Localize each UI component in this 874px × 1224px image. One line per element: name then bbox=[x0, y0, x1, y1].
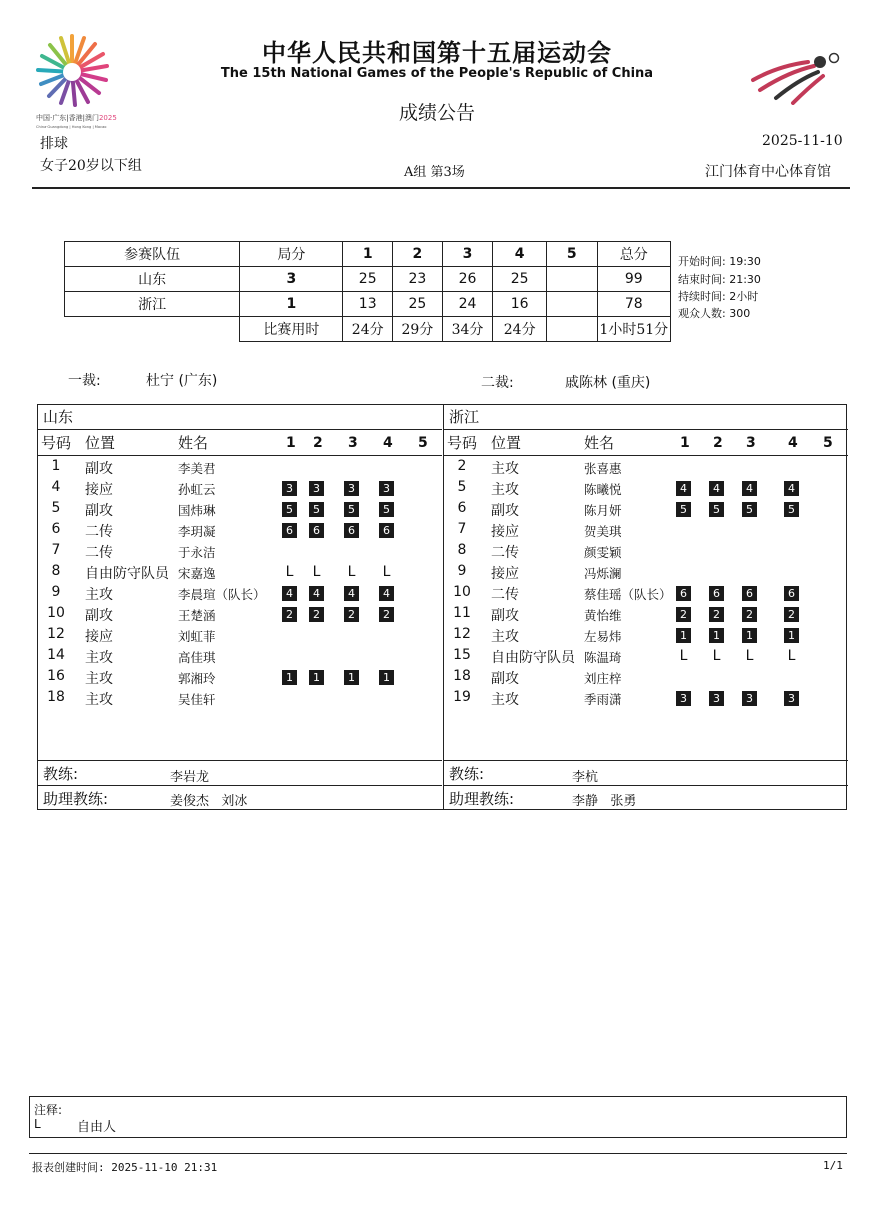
player-name: 陈曦悦 bbox=[584, 482, 622, 497]
starting-position-marker: 5 bbox=[709, 502, 724, 517]
col-set-3: 3 bbox=[746, 435, 756, 451]
player-number: 11 bbox=[453, 605, 471, 621]
duration-total: 1小时51分 bbox=[597, 317, 670, 342]
info-value: 300 bbox=[729, 307, 751, 320]
libero-marker: L bbox=[712, 648, 721, 664]
duration-time bbox=[678, 288, 758, 304]
second-referee-label: 二裁: bbox=[481, 375, 514, 391]
score-header-set-4: 4 bbox=[493, 242, 547, 267]
player-name: 李晨瑄（队长） bbox=[178, 587, 266, 602]
duration-set: 34分 bbox=[442, 317, 493, 342]
info-label: 开始时间: bbox=[678, 255, 726, 268]
player-row bbox=[444, 647, 848, 668]
group-match-label: A组 第3场 bbox=[404, 165, 465, 180]
player-name: 李美君 bbox=[178, 461, 216, 476]
starting-position-marker: 6 bbox=[309, 523, 324, 538]
score-set: 23 bbox=[393, 267, 443, 292]
col-number: 号码 bbox=[447, 434, 478, 452]
score-set: 25 bbox=[393, 292, 443, 317]
player-row bbox=[38, 458, 442, 479]
player-position: 主攻 bbox=[491, 461, 519, 477]
player-number: 5 bbox=[457, 479, 467, 495]
player-name: 陈温琦 bbox=[584, 650, 622, 665]
starting-position-marker: 4 bbox=[742, 481, 757, 496]
player-row bbox=[444, 521, 848, 542]
score-set: 13 bbox=[343, 292, 393, 317]
footer-divider bbox=[29, 1153, 847, 1154]
games-title-cn: 中华人民共和国第十五届运动会 bbox=[262, 39, 612, 67]
player-name: 高佳琪 bbox=[178, 650, 216, 665]
starting-position-marker: 3 bbox=[282, 481, 297, 496]
col-number: 号码 bbox=[41, 434, 72, 452]
player-position: 副攻 bbox=[85, 461, 113, 477]
player-row bbox=[444, 626, 848, 647]
libero-marker: L bbox=[787, 648, 796, 664]
starting-position-marker: 5 bbox=[379, 502, 394, 517]
player-position: 主攻 bbox=[85, 587, 113, 603]
score-header-set-3: 3 bbox=[442, 242, 493, 267]
assistant-coach-names: 姜俊杰 刘冰 bbox=[170, 794, 248, 809]
info-value: 2小时 bbox=[729, 290, 759, 303]
info-label: 观众人数: bbox=[678, 307, 726, 320]
player-number: 16 bbox=[47, 668, 65, 684]
player-number: 19 bbox=[453, 689, 471, 705]
score-team: 山东 bbox=[65, 267, 240, 292]
player-position: 二传 bbox=[85, 524, 113, 540]
libero-marker: L bbox=[347, 564, 356, 580]
player-number: 18 bbox=[47, 689, 65, 705]
player-row bbox=[38, 500, 442, 521]
volleyball-icon bbox=[748, 50, 843, 105]
starting-position-marker: 2 bbox=[676, 607, 691, 622]
score-set: 16 bbox=[493, 292, 547, 317]
libero-marker: L bbox=[745, 648, 754, 664]
player-position: 自由防守队员 bbox=[85, 566, 169, 582]
score-team: 浙江 bbox=[65, 292, 240, 317]
starting-position-marker: 2 bbox=[709, 607, 724, 622]
starting-position-marker: 5 bbox=[676, 502, 691, 517]
duration-set: 24分 bbox=[343, 317, 393, 342]
starting-position-marker: 4 bbox=[709, 481, 724, 496]
player-row bbox=[38, 647, 442, 668]
player-number: 9 bbox=[457, 563, 467, 579]
starting-position-marker: 3 bbox=[344, 481, 359, 496]
assistant-coach-label: 助理教练: bbox=[449, 790, 515, 808]
player-position: 副攻 bbox=[491, 671, 519, 687]
starting-position-marker: 1 bbox=[784, 628, 799, 643]
player-row bbox=[38, 479, 442, 500]
score-table bbox=[64, 241, 671, 342]
player-name: 颜雯颖 bbox=[584, 545, 622, 560]
player-row bbox=[38, 563, 442, 584]
col-position: 位置 bbox=[491, 434, 522, 452]
player-position: 接应 bbox=[491, 524, 519, 540]
score-sets-won: 1 bbox=[240, 292, 343, 317]
score-header-total: 总分 bbox=[597, 242, 670, 267]
col-set-1: 1 bbox=[680, 435, 690, 451]
player-name: 蔡佳瑶（队长） bbox=[584, 587, 672, 602]
score-total: 99 bbox=[597, 267, 670, 292]
col-set-3: 3 bbox=[348, 435, 358, 451]
col-position: 位置 bbox=[85, 434, 116, 452]
score-set: 25 bbox=[493, 267, 547, 292]
player-row bbox=[38, 605, 442, 626]
player-position: 主攻 bbox=[85, 692, 113, 708]
info-label: 持续时间: bbox=[678, 290, 726, 303]
venue-label: 江门体育中心体育馆 bbox=[705, 164, 831, 180]
score-set: 25 bbox=[343, 267, 393, 292]
score-header-row bbox=[65, 242, 671, 267]
starting-position-marker: 4 bbox=[344, 586, 359, 601]
player-name: 季雨潇 bbox=[584, 692, 622, 707]
player-number: 1 bbox=[51, 458, 61, 474]
player-name: 孙虹云 bbox=[178, 482, 216, 497]
starting-position-marker: 6 bbox=[784, 586, 799, 601]
player-name: 左易炜 bbox=[584, 629, 622, 644]
col-set-1: 1 bbox=[286, 435, 296, 451]
player-position: 主攻 bbox=[85, 671, 113, 687]
spectators bbox=[678, 305, 750, 321]
player-name: 郭湘玲 bbox=[178, 671, 216, 686]
player-number: 6 bbox=[457, 500, 467, 516]
col-set-2: 2 bbox=[713, 435, 723, 451]
player-position: 副攻 bbox=[85, 608, 113, 624]
player-name: 于永洁 bbox=[178, 545, 216, 560]
roster-header-line bbox=[38, 429, 442, 430]
player-row bbox=[38, 542, 442, 563]
coach-name: 李岩龙 bbox=[170, 770, 210, 785]
staff-line bbox=[38, 785, 442, 786]
player-number: 6 bbox=[51, 521, 61, 537]
first-referee-label: 一裁: bbox=[68, 373, 101, 389]
col-set-5: 5 bbox=[823, 435, 833, 451]
score-header-sets-won: 局分 bbox=[240, 242, 343, 267]
page-number: 1/1 bbox=[823, 1159, 843, 1172]
libero-marker: L bbox=[382, 564, 391, 580]
notes-box bbox=[29, 1096, 847, 1138]
starting-position-marker: 5 bbox=[784, 502, 799, 517]
score-set bbox=[546, 267, 597, 292]
start-time bbox=[678, 253, 761, 269]
score-header-set-5: 5 bbox=[546, 242, 597, 267]
starting-position-marker: 1 bbox=[309, 670, 324, 685]
player-position: 二传 bbox=[491, 545, 519, 561]
player-position: 主攻 bbox=[491, 629, 519, 645]
category-label: 女子20岁以下组 bbox=[40, 158, 142, 174]
end-time bbox=[678, 271, 761, 287]
player-name: 刘庄梓 bbox=[584, 671, 622, 686]
info-label: 结束时间: bbox=[678, 273, 726, 286]
score-header-set-2: 2 bbox=[393, 242, 443, 267]
starting-position-marker: 1 bbox=[282, 670, 297, 685]
score-row bbox=[65, 267, 671, 292]
duration-row bbox=[65, 317, 671, 342]
col-set-4: 4 bbox=[383, 435, 393, 451]
starting-position-marker: 1 bbox=[742, 628, 757, 643]
player-row bbox=[38, 521, 442, 542]
player-name: 黄怡维 bbox=[584, 608, 622, 623]
score-total: 78 bbox=[597, 292, 670, 317]
starting-position-marker: 6 bbox=[676, 586, 691, 601]
player-position: 主攻 bbox=[85, 650, 113, 666]
duration-set: 24分 bbox=[493, 317, 547, 342]
player-name: 陈月妍 bbox=[584, 503, 622, 518]
player-row bbox=[444, 563, 848, 584]
player-name: 冯烁澜 bbox=[584, 566, 622, 581]
staff-line bbox=[444, 785, 848, 786]
roster-column-line bbox=[444, 455, 848, 456]
svg-text:China·Guangdong | Hong Kong |: China·Guangdong | Hong Kong | Macao bbox=[36, 125, 107, 129]
player-position: 主攻 bbox=[491, 482, 519, 498]
player-number: 7 bbox=[457, 521, 467, 537]
starting-position-marker: 2 bbox=[784, 607, 799, 622]
player-row bbox=[444, 479, 848, 500]
starting-position-marker: 5 bbox=[282, 502, 297, 517]
duration-set bbox=[546, 317, 597, 342]
libero-marker: L bbox=[285, 564, 294, 580]
starting-position-marker: 6 bbox=[344, 523, 359, 538]
libero-marker: L bbox=[312, 564, 321, 580]
player-number: 14 bbox=[47, 647, 65, 663]
player-row bbox=[444, 668, 848, 689]
player-name: 刘虹菲 bbox=[178, 629, 216, 644]
header-divider bbox=[32, 187, 850, 189]
score-header-set-1: 1 bbox=[343, 242, 393, 267]
col-name: 姓名 bbox=[178, 434, 209, 452]
starting-position-marker: 6 bbox=[282, 523, 297, 538]
coach-label: 教练: bbox=[449, 765, 485, 783]
starting-position-marker: 4 bbox=[379, 586, 394, 601]
player-name: 李玥凝 bbox=[178, 524, 216, 539]
player-number: 15 bbox=[453, 647, 471, 663]
player-position: 接应 bbox=[85, 629, 113, 645]
player-row bbox=[444, 542, 848, 563]
svg-text:中国·广东|香港|澳门2025: 中国·广东|香港|澳门2025 bbox=[36, 114, 117, 122]
starting-position-marker: 2 bbox=[309, 607, 324, 622]
notes-label: 注释: bbox=[34, 1103, 63, 1117]
games-title-en: The 15th National Games of the People's Republic of China bbox=[220, 66, 654, 81]
player-number: 12 bbox=[47, 626, 65, 642]
player-name: 张喜惠 bbox=[584, 461, 622, 476]
player-position: 二传 bbox=[491, 587, 519, 603]
starting-position-marker: 4 bbox=[309, 586, 324, 601]
starting-position-marker: 5 bbox=[344, 502, 359, 517]
starting-position-marker: 6 bbox=[379, 523, 394, 538]
player-position: 接应 bbox=[85, 482, 113, 498]
player-number: 8 bbox=[51, 563, 61, 579]
assistant-coach-names: 李静 张勇 bbox=[572, 794, 637, 809]
player-row bbox=[444, 458, 848, 479]
notes-value: 自由人 bbox=[77, 1120, 117, 1135]
player-row bbox=[38, 689, 442, 710]
player-row bbox=[444, 605, 848, 626]
player-number: 4 bbox=[51, 479, 61, 495]
sport-label: 排球 bbox=[40, 136, 68, 152]
starting-position-marker: 3 bbox=[379, 481, 394, 496]
score-header-team: 参赛队伍 bbox=[65, 242, 240, 267]
col-name: 姓名 bbox=[584, 434, 615, 452]
info-value: 21:30 bbox=[729, 273, 761, 286]
starting-position-marker: 3 bbox=[709, 691, 724, 706]
report-created-time: 报表创建时间: 2025-11-10 21:31 bbox=[32, 1161, 218, 1174]
score-set: 24 bbox=[442, 292, 493, 317]
starting-position-marker: 4 bbox=[784, 481, 799, 496]
player-position: 自由防守队员 bbox=[491, 650, 575, 666]
player-row bbox=[38, 584, 442, 605]
duration-set: 29分 bbox=[393, 317, 443, 342]
col-set-2: 2 bbox=[313, 435, 323, 451]
starting-position-marker: 4 bbox=[676, 481, 691, 496]
player-row bbox=[444, 689, 848, 710]
score-row bbox=[65, 292, 671, 317]
starting-position-marker: 2 bbox=[344, 607, 359, 622]
player-position: 主攻 bbox=[491, 692, 519, 708]
starting-position-marker: 6 bbox=[709, 586, 724, 601]
starting-position-marker: 1 bbox=[379, 670, 394, 685]
roster-header-line bbox=[444, 429, 848, 430]
score-sets-won: 3 bbox=[240, 267, 343, 292]
coach-name: 李杭 bbox=[572, 770, 599, 785]
notes-key: L bbox=[34, 1117, 41, 1131]
starting-position-marker: 2 bbox=[379, 607, 394, 622]
starting-position-marker: 6 bbox=[742, 586, 757, 601]
player-name: 贺美琪 bbox=[584, 524, 622, 539]
col-set-5: 5 bbox=[418, 435, 428, 451]
staff-line bbox=[38, 760, 442, 761]
roster-column-line bbox=[38, 455, 442, 456]
report-date: 2025-11-10 bbox=[762, 133, 843, 149]
starting-position-marker: 3 bbox=[742, 691, 757, 706]
player-position: 二传 bbox=[85, 545, 113, 561]
player-number: 2 bbox=[457, 458, 467, 474]
starting-position-marker: 2 bbox=[742, 607, 757, 622]
volleyball-pictogram bbox=[748, 50, 843, 105]
col-set-4: 4 bbox=[788, 435, 798, 451]
player-number: 10 bbox=[47, 605, 65, 621]
assistant-coach-label: 助理教练: bbox=[43, 790, 109, 808]
info-value: 19:30 bbox=[729, 255, 761, 268]
player-row bbox=[38, 668, 442, 689]
report-title: 成绩公告 bbox=[398, 102, 475, 124]
first-referee: 杜宁 (广东) bbox=[146, 373, 218, 389]
player-position: 接应 bbox=[491, 566, 519, 582]
score-set: 26 bbox=[442, 267, 493, 292]
player-number: 8 bbox=[457, 542, 467, 558]
player-position: 副攻 bbox=[491, 608, 519, 624]
player-number: 18 bbox=[453, 668, 471, 684]
player-name: 宋嘉逸 bbox=[178, 566, 216, 581]
starting-position-marker: 1 bbox=[676, 628, 691, 643]
score-set bbox=[546, 292, 597, 317]
second-referee: 戚陈林 (重庆) bbox=[565, 375, 651, 391]
staff-line bbox=[444, 760, 848, 761]
player-number: 9 bbox=[51, 584, 61, 600]
libero-marker: L bbox=[679, 648, 688, 664]
starting-position-marker: 3 bbox=[676, 691, 691, 706]
player-number: 5 bbox=[51, 500, 61, 516]
starting-position-marker: 2 bbox=[282, 607, 297, 622]
duration-blank bbox=[65, 317, 240, 342]
starting-position-marker: 3 bbox=[309, 481, 324, 496]
starting-position-marker: 5 bbox=[309, 502, 324, 517]
player-row bbox=[444, 500, 848, 521]
coach-label: 教练: bbox=[43, 765, 79, 783]
starting-position-marker: 5 bbox=[742, 502, 757, 517]
starting-position-marker: 1 bbox=[344, 670, 359, 685]
player-name: 国炜琳 bbox=[178, 503, 216, 518]
starting-position-marker: 4 bbox=[282, 586, 297, 601]
duration-label: 比赛用时 bbox=[240, 317, 343, 342]
player-row bbox=[38, 626, 442, 647]
player-row bbox=[444, 584, 848, 605]
player-number: 10 bbox=[453, 584, 471, 600]
starting-position-marker: 1 bbox=[709, 628, 724, 643]
roster-team-name: 山东 bbox=[43, 408, 74, 426]
roster-team-name: 浙江 bbox=[449, 408, 480, 426]
player-number: 7 bbox=[51, 542, 61, 558]
starting-position-marker: 3 bbox=[784, 691, 799, 706]
player-name: 王楚涵 bbox=[178, 608, 216, 623]
player-position: 副攻 bbox=[85, 503, 113, 519]
player-number: 12 bbox=[453, 626, 471, 642]
player-name: 吴佳轩 bbox=[178, 692, 216, 707]
player-position: 副攻 bbox=[491, 503, 519, 519]
